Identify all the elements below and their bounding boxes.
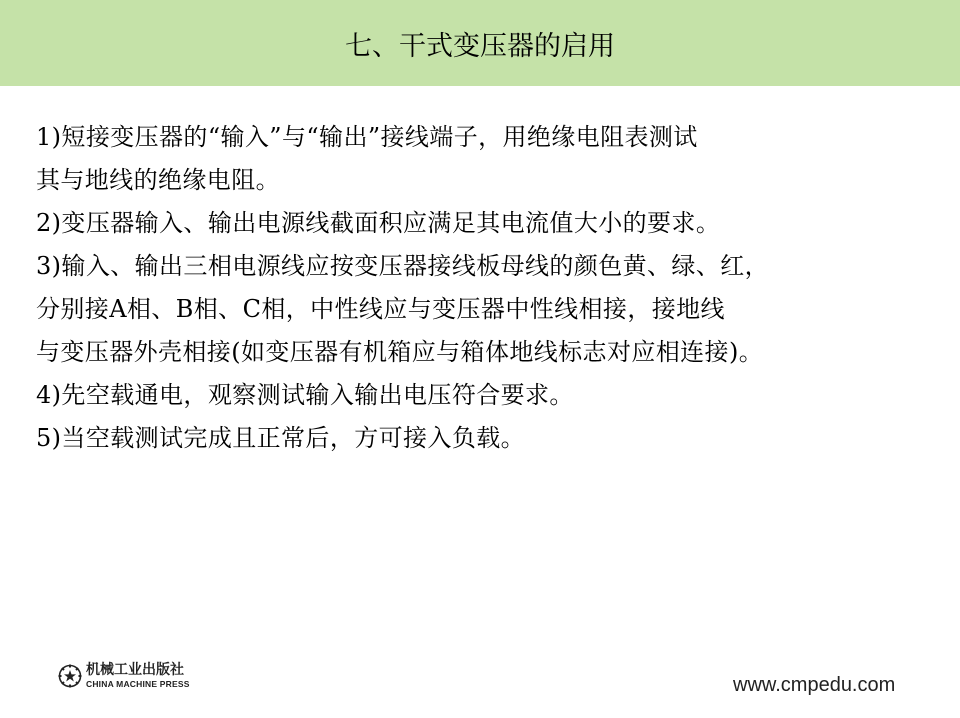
body-line-7: 4)先空载通电，观察测试输入输出电压符合要求。	[36, 381, 574, 409]
body-line-6: 与变压器外壳相接(如变压器有机箱应与箱体地线标志对应相连接)。	[36, 338, 764, 366]
website-url: www.cmpedu.com	[733, 674, 896, 696]
gear-star-icon	[58, 664, 82, 688]
publisher-name-en: CHINA MACHINE PRESS	[86, 679, 190, 689]
slide-body	[36, 116, 936, 460]
body-line-4: 3)输入、输出三相电源线应按变压器接线板母线的颜色黄、绿、红，	[36, 252, 770, 280]
publisher-name-cn: 机械工业出版社	[86, 662, 184, 678]
slide-title: 七、干式变压器的启用	[345, 31, 615, 62]
body-line-1: 1)短接变压器的“输入”与“输出”接线端子，用绝缘电阻表测试	[36, 123, 698, 151]
body-line-8: 5)当空载测试完成且正常后，方可接入负载。	[36, 424, 526, 452]
body-line-2: 其与地线的绝缘电阻。	[36, 166, 280, 194]
body-line-5: 分别接A相、B相、C相，中性线应与变压器中性线相接，接地线	[36, 295, 725, 323]
body-line-3: 2)变压器输入、输出电源线截面积应满足其电流值大小的要求。	[36, 209, 721, 237]
